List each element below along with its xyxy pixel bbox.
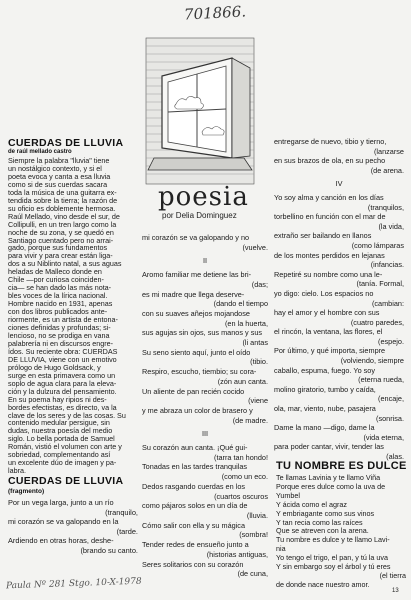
text-line: Tu nombre es dulce y te llamo Lavi- (276, 535, 390, 545)
text-line: extraño ser bailando en llanos (274, 231, 372, 241)
handwritten-number: 701866. (183, 2, 247, 24)
text-line: su oficio es doblemente hermosa. (8, 203, 116, 213)
second-article-title: TU NOMBRE ES DULCE (276, 460, 407, 472)
text-line: (sonrisa. (376, 413, 404, 423)
text-line: (tibio. (250, 357, 268, 367)
poem-continued-right (274, 137, 404, 462)
text-line: Y tan recia como las raíces (276, 517, 363, 527)
text-line: clave de los seres y de las cosas. Su (8, 410, 126, 420)
text-line: (brando su canto. (80, 545, 138, 555)
text-line: dudas, nuestra poesía del medio (8, 426, 113, 436)
text-line: el rincón, la ventana, las flores, el (274, 327, 383, 337)
text-line: Hombre nacido en 1931, apenas (8, 299, 113, 309)
text-line: (espejo. (378, 336, 404, 346)
text-line: (cuartos oscuros (214, 491, 268, 501)
text-line: gado, porque sus fundamentos (8, 243, 108, 253)
window-clouds-illustration (140, 36, 260, 196)
text-line: (lanzarse (373, 146, 404, 156)
text-line: labra. (8, 466, 26, 476)
text-line: toda la música de una guitarra ex- (8, 187, 117, 197)
text-line: de donde nace nuestro amor. (276, 579, 370, 589)
text-line: Santiago cuentado pero no arrai- (8, 235, 114, 245)
text-line: entregarse de nuevo, tibio y tierno, (274, 137, 387, 146)
text-line: para poder cantar, vivir, tender las (274, 442, 384, 452)
text-line: (como un eco. (221, 472, 268, 482)
text-line: Román, vistió el volumen con arte y (8, 442, 122, 452)
text-line: bles voces de la lírica nacional. (8, 291, 108, 301)
poesia-heading: poesia (158, 182, 249, 212)
text-line: Collipulli, en un tren largo como la (8, 219, 117, 229)
text-line: ción y la dulzura del pensamiento. (8, 386, 117, 396)
text-line: Y sin embargo soy el árbol y tú eres (276, 562, 391, 572)
article-title: CUERDAS DE LLUVIA (8, 137, 124, 149)
poem-continued (142, 233, 268, 579)
text-line: (de cuna, (237, 569, 268, 579)
text-line: molino giratorio, tumbo y caída, (274, 384, 376, 394)
text-line: Yo tengo el trigo, el pan, y tú la uva (276, 553, 389, 563)
text-line: (alas. (386, 452, 404, 461)
text-line: nia (276, 544, 286, 554)
text-line: siglo. Lo bella portada de Samuel (8, 434, 115, 444)
text-line: soplo de agua clara para la eleva- (8, 378, 117, 388)
text-line: Por un vega larga, junto a un río (8, 498, 114, 507)
text-line: En su poema hay ripios ni des- (8, 394, 107, 404)
text-line: (tranquilos, (367, 202, 404, 212)
text-line: Ardiendo en otras horas, deshe- (8, 536, 114, 546)
text-line: (como lámparas (351, 240, 404, 250)
text-line: ciones definidas y profundas; si- (8, 323, 111, 333)
text-line: es mi madre que llega deserve- (142, 289, 245, 299)
text-line: heladas de Malleco donde en (8, 267, 102, 277)
poem-subtitle: (fragmento) (8, 488, 45, 495)
text-line: (tarra tan hondo! (214, 452, 268, 462)
text-line: mi corazón se va galopando y no (142, 233, 250, 242)
text-line: Seres solitarios con su corazón (142, 559, 244, 569)
text-line: (lluvia. (246, 510, 268, 520)
text-line: (viene (248, 396, 268, 406)
text-line: Chile —por curiosa coinciden- (8, 275, 104, 285)
text-line: (volviendo, siempre (340, 356, 404, 366)
text-line: (vida eterna, (363, 432, 404, 442)
text-line: prólogo de Hugo Goldsack, y (8, 362, 101, 372)
text-line: hay el amor y el hombre con sus (274, 308, 380, 318)
text-line: (cambian: (371, 298, 404, 308)
text-line: (en la huerta, (225, 318, 268, 328)
text-line: (la vida, (378, 221, 404, 231)
page-number: 13 (392, 588, 399, 594)
text-line: contenido medular persigue, sin (8, 418, 110, 428)
text-line: sobriedad, complementando así (8, 450, 111, 460)
text-line: surge en esta primavera como un (8, 370, 116, 380)
text-line: noche de su zona, y se quedó en (8, 227, 114, 237)
text-line: Tonadas en las tardes tranquilas (142, 462, 248, 472)
text-line: dos a su Niblinto natal, a sus aguas (8, 259, 122, 269)
text-line: II (202, 256, 208, 266)
text-line: Aromo familiar me detiene las bri- (142, 270, 252, 280)
text-line: (de madre. (232, 415, 268, 425)
text-line: Tender redes de ensueño junto a (142, 540, 249, 550)
text-line: Que se atreven con la arena. (276, 526, 369, 536)
text-line: (historias antiguas, (206, 549, 268, 559)
text-line: tendida sobre la tierra; la razón de (8, 195, 118, 205)
text-line: (vuelve. (242, 242, 268, 252)
text-line: Un aliente de pan recién cocido (142, 386, 245, 396)
text-line: torbellino en función con el mar de (274, 212, 386, 222)
text-line: (infancias. (370, 260, 404, 270)
text-line: (el tierra (379, 570, 406, 580)
text-line: (eterna rueda, (358, 375, 404, 385)
text-line: un nostálgico contexto, y si el (8, 163, 102, 173)
text-line: poeta evoca y canta a esa lluvia (8, 171, 111, 181)
text-line: Repetiré su nombre como una le- (274, 269, 383, 279)
text-line: (dando el tiempo (213, 299, 268, 309)
second-article-body (276, 474, 406, 590)
text-line: ola, mar, viento, nube, pasajera (274, 404, 376, 414)
text-line: Yo soy alma y canción en los días (274, 192, 384, 202)
text-line: en sus brazos de ola, en su pecho (274, 156, 386, 166)
text-line: (tanía. Formal, (356, 279, 404, 289)
text-line: ídos. Su reciente obra: CUERDAS (8, 346, 118, 356)
text-line: yo digo: cielo. Los espacios no (274, 288, 374, 298)
text-line: (das; (251, 279, 268, 289)
text-line: Dedos rasgando cuerdas en los (142, 481, 246, 491)
text-line: Yumbel (276, 490, 300, 500)
text-line: (cuatro paredes, (350, 317, 404, 327)
article-byline: de raúl mellado castro (8, 149, 72, 155)
text-line: y me abraza un color de brasero y (142, 405, 253, 415)
text-line: un excelente dúo de imagen y pa- (8, 458, 117, 468)
poem-fragment (8, 498, 138, 556)
text-line: lencioso, no se prodiga en vana (8, 330, 110, 340)
text-line: (encaje, (378, 394, 404, 404)
text-line: con dos libros publicados ante- (8, 307, 108, 317)
text-line: bordes efectistas, es directo, va la (8, 402, 117, 412)
text-line: (zón aun canta. (217, 376, 268, 386)
text-line: (sombra! (239, 530, 268, 540)
text-line: riormente, es un artista de entona- (8, 315, 118, 325)
text-line: Respiro, escucho, tiembio; su cora- (142, 367, 257, 377)
text-line: Dame la mano —digo, dame la (274, 423, 375, 433)
text-line: Cómo salir con ella y su mágica (142, 520, 246, 530)
handwritten-footer-note: Paula Nº 281 Stgo. 10-X-1978 (5, 576, 142, 592)
text-line: Su corazón aun canta. ¡Qué gui- (142, 443, 248, 453)
text-line: IV (335, 179, 343, 189)
text-line: Su seno siento aquí, junto el oído (142, 347, 251, 357)
poem-title: CUERDAS DE LLUVIA (8, 475, 124, 487)
text-line: Porque eres dulce como la uva de (276, 481, 386, 491)
text-line: cia— se han dado las más nota- (8, 283, 112, 293)
text-line: Por último, y qué importa, siempre (274, 346, 386, 356)
text-line: sus agujas sin ojos, sus manos y sus (142, 328, 263, 338)
text-line: con su suaves añejos mojandose (142, 308, 250, 318)
text-line: (tranquilo, (105, 507, 138, 517)
text-line: (li antas (242, 338, 268, 348)
poesia-byline: por Delia Dominguez (162, 211, 237, 220)
text-line: como pájaros solos en un día de (142, 501, 248, 511)
text-line: de los montes perdidos en lejanas (274, 250, 385, 260)
text-line: Raúl Mellado, vino desde el sur, de (8, 211, 120, 221)
text-line: caballo, espuma, fuego. Yo soy (274, 365, 376, 375)
article-body (8, 157, 138, 475)
text-line: para vivir y para crear están liga- (8, 251, 113, 261)
text-line: Siempre la palabra "lluvia" tiene (8, 156, 110, 165)
text-line: (de arena. (370, 165, 404, 175)
text-line: Y embriagante como sus vinos (276, 508, 375, 518)
text-line: como si de sus cuerdas sacara (8, 179, 108, 189)
text-line: mi corazón se va galopando en la (8, 517, 119, 527)
text-line: III (201, 429, 209, 439)
text-line: (tarde. (116, 526, 138, 536)
text-line: DE LLUVIA, viene con un emotivo (8, 354, 117, 364)
text-line: palabrería ni en discursos engre- (8, 338, 114, 348)
text-line: Te llamas Lavinia y te llamo Viña (276, 473, 381, 482)
text-line: Y ácida como el agraz (276, 499, 347, 509)
